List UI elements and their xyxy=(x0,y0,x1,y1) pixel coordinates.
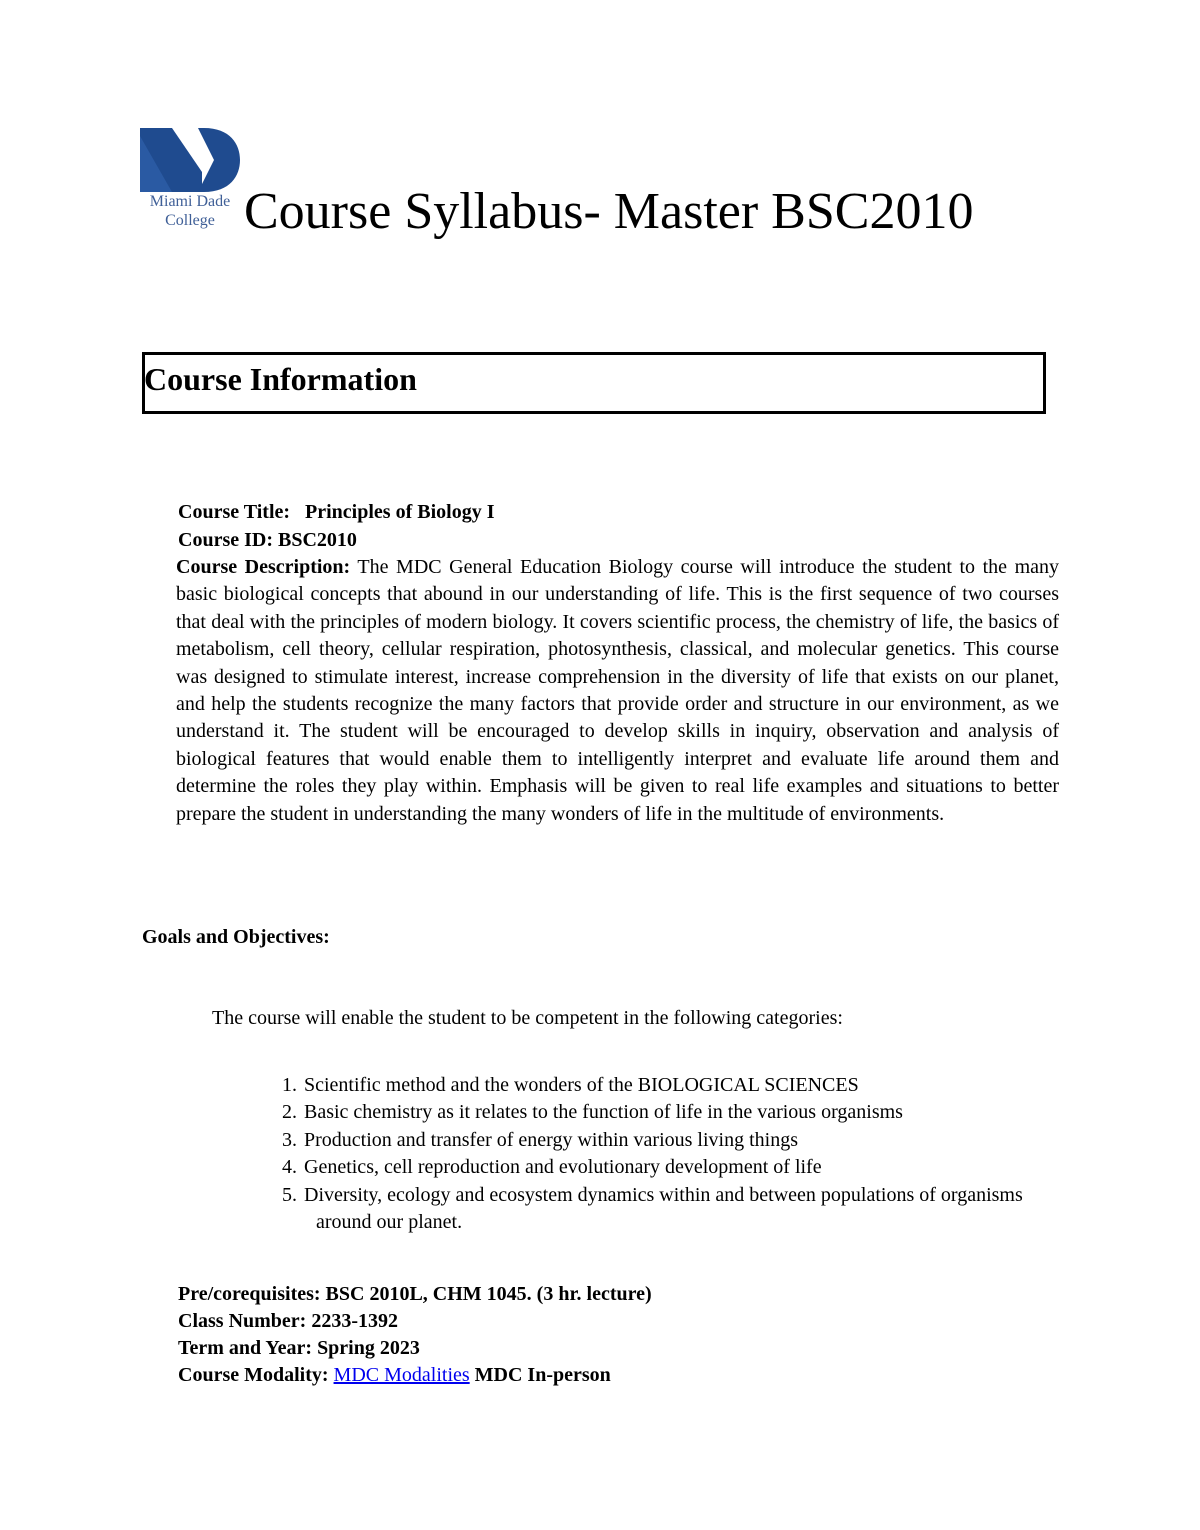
goals-intro: The course will enable the student to be competent in the following categories: xyxy=(212,1007,843,1029)
course-description-text: The MDC General Education Biology course will introduce the student to the many basic biological concepts that abound in our understanding of life. This is the first sequence of two courses that deal with the principles of modern biology. It covers scientific process, the chemistry of life, the basics of metabolism, cell theory, cellular respiration, photosynthesis, classical, and molecular genetics. This course was designed to stimulate interest, increase comprehension in the diversity of life that exists on our planet, and help the students recognize the many factors that provide order and structure in our environment, as we understand it. The student will be encouraged to develop skills in inquiry, observation and analysis of biological features that would enable them to intelligently interpret and evaluate life around them and determine the roles they play within. Emphasis will be given to real life examples and situations to better prepare the student in understanding the many wonders of life in the multitude of environments. xyxy=(176,556,1060,825)
class-number-field xyxy=(178,1307,398,1335)
course-description-label: Course Description: xyxy=(176,556,351,578)
section-heading: Course Information xyxy=(144,361,417,397)
goals-item-number: 5. xyxy=(282,1183,297,1206)
course-id-value: BSC2010 xyxy=(278,529,357,551)
course-id-field xyxy=(178,526,357,554)
course-modality-field xyxy=(178,1361,611,1389)
term-field xyxy=(178,1334,420,1362)
prerequisites-text: Pre/corequisites: BSC 2010L, CHM 1045. (3 hr. lecture) xyxy=(178,1283,652,1305)
course-id-label: Course ID: xyxy=(178,529,273,551)
course-modality-value: MDC In-person xyxy=(474,1364,611,1386)
course-title-field xyxy=(178,498,494,526)
goals-list-item xyxy=(282,1099,1060,1126)
class-number-text: Class Number: 2233-1392 xyxy=(178,1310,398,1332)
term-text: Term and Year: Spring 2023 xyxy=(178,1337,420,1359)
logo-line-1: Miami Dade xyxy=(149,193,231,210)
logo-wordmark xyxy=(138,192,242,230)
goals-item-text: Basic chemistry as it relates to the function of life in the various organisms xyxy=(304,1101,903,1124)
goals-item-number: 1. xyxy=(282,1074,297,1096)
goals-item-text: Scientific method and the wonders of the BIOLOGICAL SCIENCES xyxy=(304,1074,859,1096)
page-title: Course Syllabus- Master BSC2010 xyxy=(244,183,974,240)
goals-item-number: 4. xyxy=(282,1156,297,1179)
goals-list-item xyxy=(282,1154,1060,1181)
goals-item-text: Diversity, ecology and ecosystem dynamics within and between populations of organisms around our planet. xyxy=(304,1183,1023,1234)
goals-heading: Goals and Objectives: xyxy=(142,926,330,948)
goals-list-item xyxy=(282,1127,1060,1154)
goals-list-item xyxy=(282,1182,1060,1237)
goals-item-text: Production and transfer of energy within various living things xyxy=(304,1128,798,1151)
goals-item-number: 3. xyxy=(282,1128,297,1151)
goals-list xyxy=(282,1072,1060,1236)
course-title-label: Course Title: xyxy=(178,501,291,523)
course-title-value: Principles of Biology I xyxy=(305,501,495,523)
goals-item-number: 2. xyxy=(282,1101,297,1124)
course-modality-label: Course Modality: xyxy=(178,1364,329,1386)
mdc-modalities-link[interactable]: MDC Modalities xyxy=(333,1364,470,1386)
logo-line-2: College xyxy=(165,212,215,229)
goals-item-text: Genetics, cell reproduction and evolutionary development of life xyxy=(304,1156,822,1179)
goals-list-item xyxy=(282,1072,1060,1099)
prerequisites-field xyxy=(178,1280,652,1308)
course-description xyxy=(176,554,1059,828)
